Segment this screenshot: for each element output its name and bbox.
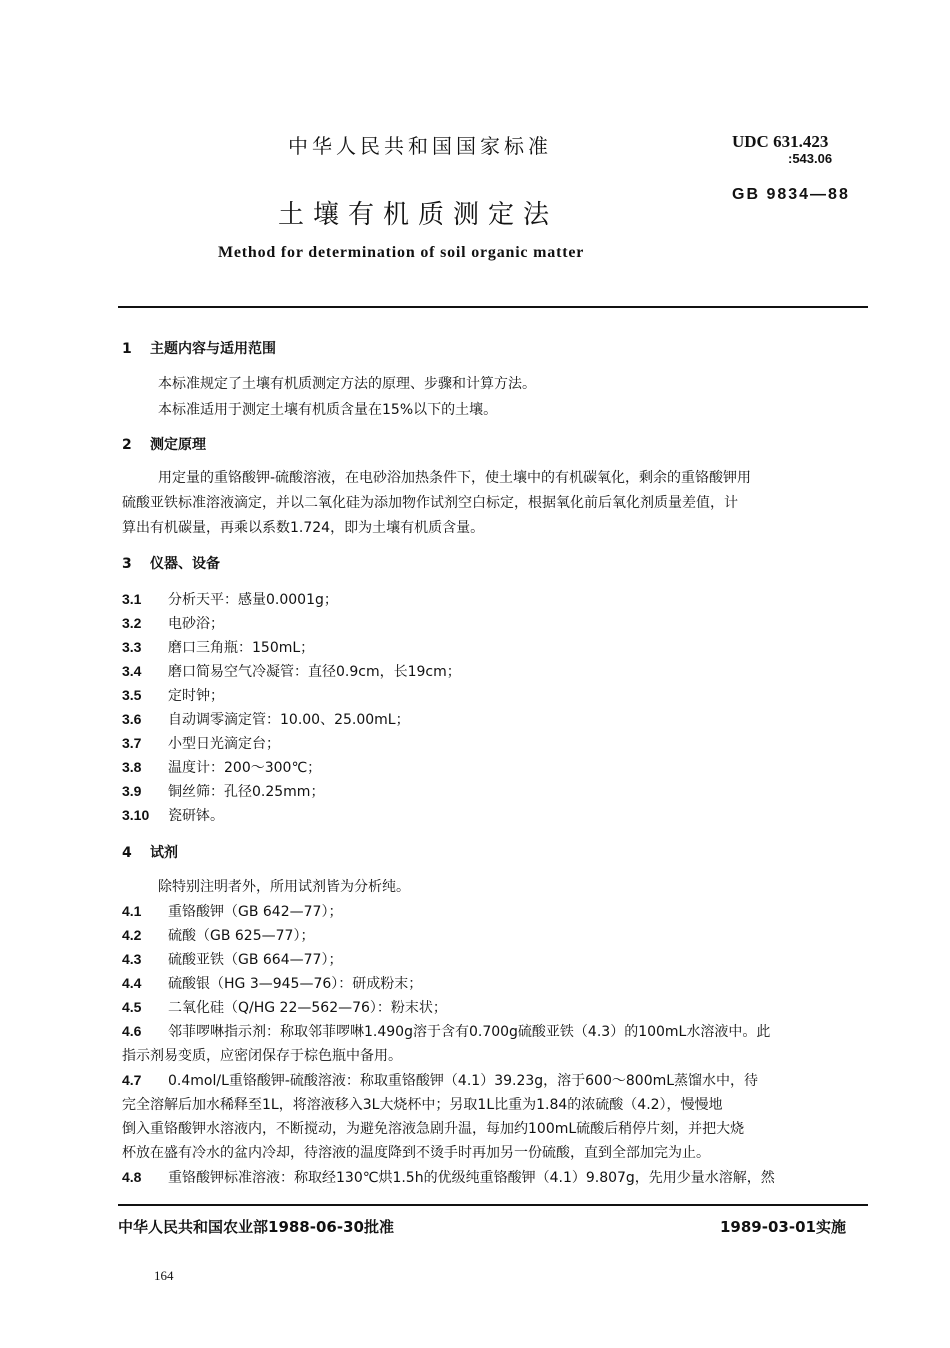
instrument-item: 3.10 瓷研钵。	[122, 807, 224, 824]
section-1-paragraph-2: 本标准适用于测定土壤有机质含量在15%以下的土壤。	[158, 402, 498, 418]
instrument-item: 3.9 铜丝筛：孔径0.25mm；	[122, 783, 325, 800]
reagent-item-4-6: 4.6 邻菲啰啉指示剂：称取邻菲啰啉1.490g溶于含有0.700g硫酸亚铁（4.3）的100mL水溶液中。此	[122, 1023, 771, 1040]
udc-code: UDC 631.423	[732, 132, 829, 151]
reagent-item-4-7-cont: 完全溶解后加水稀释至1L，将溶液移入3L大烧杯中；另取1L比重为1.84的浓硫酸（4.2），慢慢地	[122, 1097, 723, 1113]
reagent-item: 4.4 硫酸银（HG 3—945—76）：研成粉末；	[122, 975, 423, 992]
section-2-line-2: 硫酸亚铁标准溶液滴定，并以二氧化硅为添加物作试剂空白标定，根据氧化前后氧化剂质量差值，计	[122, 495, 738, 511]
section-4-intro: 除特别注明者外，所用试剂皆为分析纯。	[158, 879, 410, 895]
reagent-item-4-8: 4.8 重铬酸钾标准溶液：称取经130℃烘1.5h的优级纯重铬酸钾（4.1）9.807g，先用少量水溶解，然	[122, 1169, 775, 1186]
instrument-item: 3.8 温度计：200～300℃；	[122, 759, 322, 776]
header-divider	[118, 306, 868, 308]
reagent-item: 4.3 硫酸亚铁（GB 664—77）；	[122, 951, 343, 968]
section-title: 测定原理	[150, 437, 206, 453]
reagent-item: 4.2 硫酸（GB 625—77）；	[122, 927, 315, 944]
section-title: 仪器、设备	[150, 556, 220, 572]
section-title: 试剂	[150, 845, 178, 861]
instrument-item: 3.5 定时钟；	[122, 687, 224, 704]
reagent-item: 4.1 重铬酸钾（GB 642—77）；	[122, 903, 343, 920]
gb-standard-number: GB 9834—88	[732, 186, 850, 203]
section-number: 3	[122, 556, 132, 572]
section-number: 2	[122, 437, 132, 453]
reagent-item-4-7-cont: 杯放在盛有冷水的盆内冷却，待溶液的温度降到不烫手时再加另一份硫酸，直到全部加完为止。	[122, 1145, 710, 1161]
effective-date: 1989-03-01实施	[720, 1218, 846, 1236]
instrument-item: 3.7 小型日光滴定台；	[122, 735, 280, 752]
section-4-heading	[122, 842, 178, 862]
instrument-item: 3.1 分析天平：感量0.0001g；	[122, 591, 338, 608]
section-1-heading	[122, 338, 276, 358]
instrument-item: 3.3 磨口三角瓶：150mL；	[122, 639, 315, 656]
instrument-item: 3.4 磨口简易空气冷凝管：直径0.9cm，长19cm；	[122, 663, 461, 680]
instrument-item: 3.2 电砂浴；	[122, 615, 224, 632]
document-title-en: Method for determination of soil organic matter	[218, 244, 585, 261]
reagent-item-4-7-cont: 倒入重铬酸钾水溶液内，不断搅动，为避免溶液急剧升温，每加约100mL硫酸后稍停片刻，并把大烧	[122, 1121, 745, 1137]
section-2-heading	[122, 434, 206, 454]
page-number: 164	[154, 1268, 174, 1283]
approval-date: 中华人民共和国农业部1988-06-30批准	[118, 1218, 394, 1236]
reagent-item-4-6-cont: 指示剂易变质，应密闭保存于棕色瓶中备用。	[122, 1048, 402, 1064]
section-title: 主题内容与适用范围	[150, 341, 276, 357]
standard-type-heading: 中华人民共和国国家标准	[288, 134, 552, 158]
reagent-item: 4.5 二氧化硅（Q/HG 22—562—76）：粉末状；	[122, 999, 447, 1016]
section-3-heading	[122, 553, 220, 573]
section-2-line-3: 算出有机碳量，再乘以系数1.724，即为土壤有机质含量。	[122, 520, 485, 536]
section-number: 4	[122, 845, 132, 861]
section-2-line-1: 用定量的重铬酸钾-硫酸溶液，在电砂浴加热条件下，使土壤中的有机碳氧化，剩余的重铬酸钾用	[158, 470, 752, 486]
section-1-paragraph-1: 本标准规定了土壤有机质测定方法的原理、步骤和计算方法。	[158, 376, 536, 392]
footer-divider	[118, 1204, 868, 1206]
document-title-cn: 土壤有机质测定法	[278, 200, 559, 230]
reagent-item-4-7: 4.7 0.4mol/L重铬酸钾-硫酸溶液：称取重铬酸钾（4.1）39.23g，溶于600～800mL蒸馏水中，待	[122, 1072, 759, 1089]
instrument-item: 3.6 自动调零滴定管：10.00、25.00mL；	[122, 711, 410, 728]
section-number: 1	[122, 341, 132, 357]
udc-code-continuation: :543.06	[788, 151, 833, 166]
